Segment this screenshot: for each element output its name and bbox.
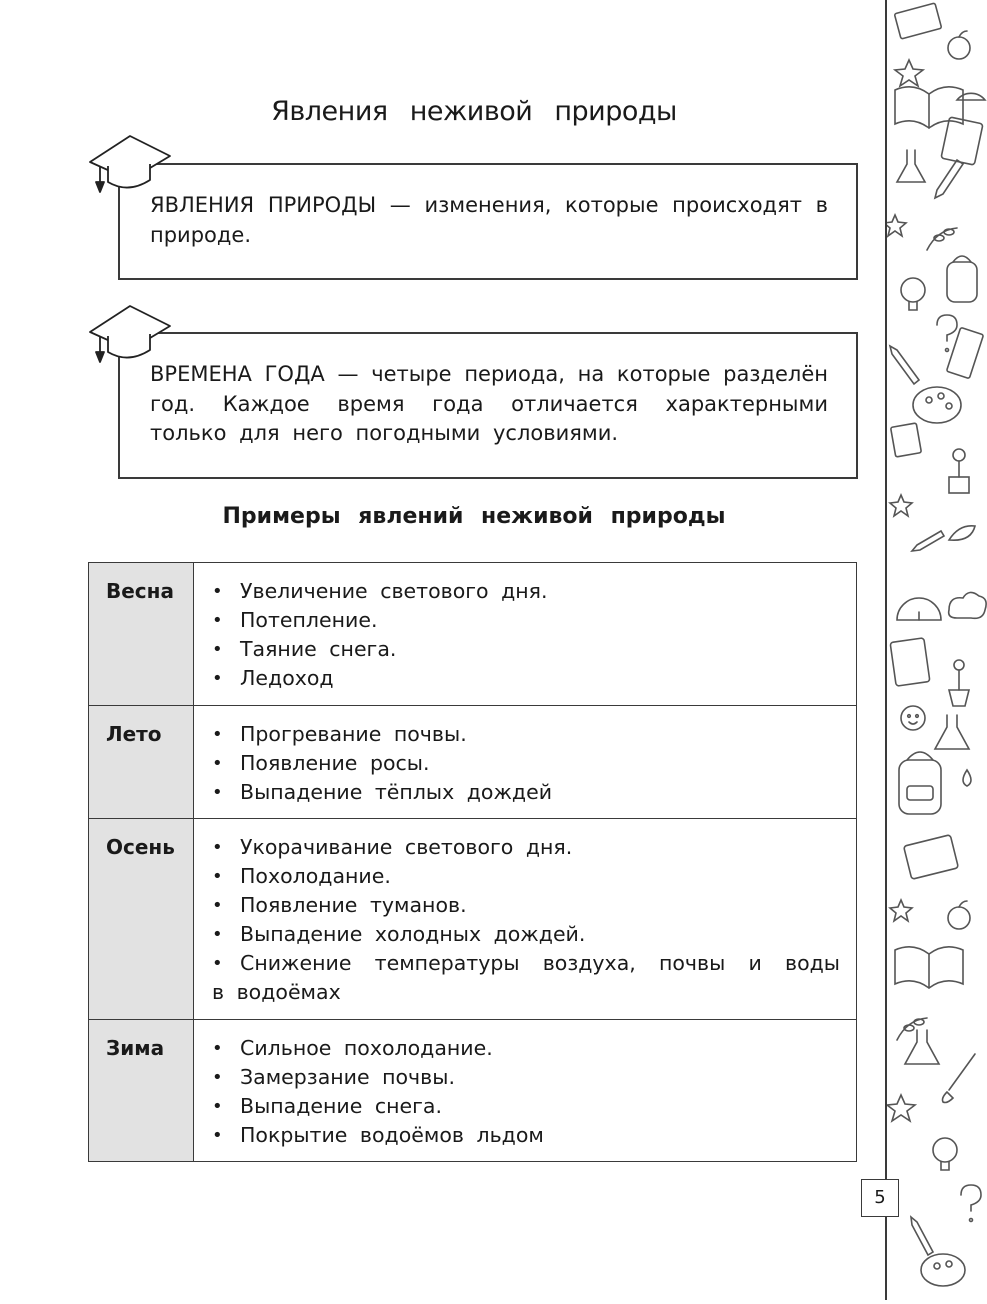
season-name-cell: Лето <box>89 706 194 819</box>
definition-text: ЯВЛЕНИЯ ПРИРОДЫ — изменения, которые происходят в природе. <box>150 193 828 247</box>
section-title: Примеры явлений неживой природы <box>222 504 726 529</box>
seasons-table <box>88 562 857 1162</box>
season-items-cell <box>194 1020 857 1162</box>
list-item: • Появление росы. <box>212 751 430 775</box>
season-name-cell: Осень <box>89 819 194 1020</box>
list-item: • Замерзание почвы. <box>212 1065 455 1089</box>
decorative-doodle-strip <box>885 0 987 1300</box>
table-row <box>89 819 857 1020</box>
list-item: • Покрытие водоёмов льдом <box>212 1123 544 1147</box>
list-item-continuation: в водоёмах <box>212 980 341 1004</box>
definition-text: ВРЕМЕНА ГОДА — четыре периода, на которые разделён год. Каждое время года отличается характерными только для него погодными условиями. <box>150 362 828 445</box>
list-item: • Выпадение холодных дождей. <box>212 922 586 946</box>
list-item: • Таяние снега. <box>212 637 397 661</box>
page-title: Явления неживой природы <box>271 96 677 127</box>
definition-box-natural-phenomena <box>118 163 858 280</box>
list-item: • Укорачивание светового дня. <box>212 835 573 859</box>
graduation-cap-icon <box>86 300 172 364</box>
list-item: • Потепление. <box>212 608 378 632</box>
season-name-cell: Зима <box>89 1020 194 1162</box>
definition-box-seasons <box>118 332 858 479</box>
list-item: • Выпадение снега. <box>212 1094 442 1118</box>
list-item: • Снижение температуры воздуха, почвы и воды <box>212 951 840 975</box>
page-number: 5 <box>861 1179 899 1217</box>
list-item: • Сильное похолодание. <box>212 1036 493 1060</box>
list-item: • Появление туманов. <box>212 893 467 917</box>
list-item: • Увеличение светового дня. <box>212 579 548 603</box>
list-item: • Похолодание. <box>212 864 391 888</box>
list-item: • Прогревание почвы. <box>212 722 467 746</box>
graduation-cap-icon <box>86 130 172 194</box>
list-item: • Ледоход <box>212 666 334 690</box>
season-name-cell: Весна <box>89 563 194 706</box>
doodle-pattern-icon <box>887 0 987 1300</box>
season-items-cell <box>194 563 857 706</box>
table-row <box>89 706 857 819</box>
table-row <box>89 1020 857 1162</box>
list-item: • Выпадение тёплых дождей <box>212 780 553 804</box>
season-items-cell <box>194 706 857 819</box>
table-row <box>89 563 857 706</box>
season-items-cell <box>194 819 857 1020</box>
